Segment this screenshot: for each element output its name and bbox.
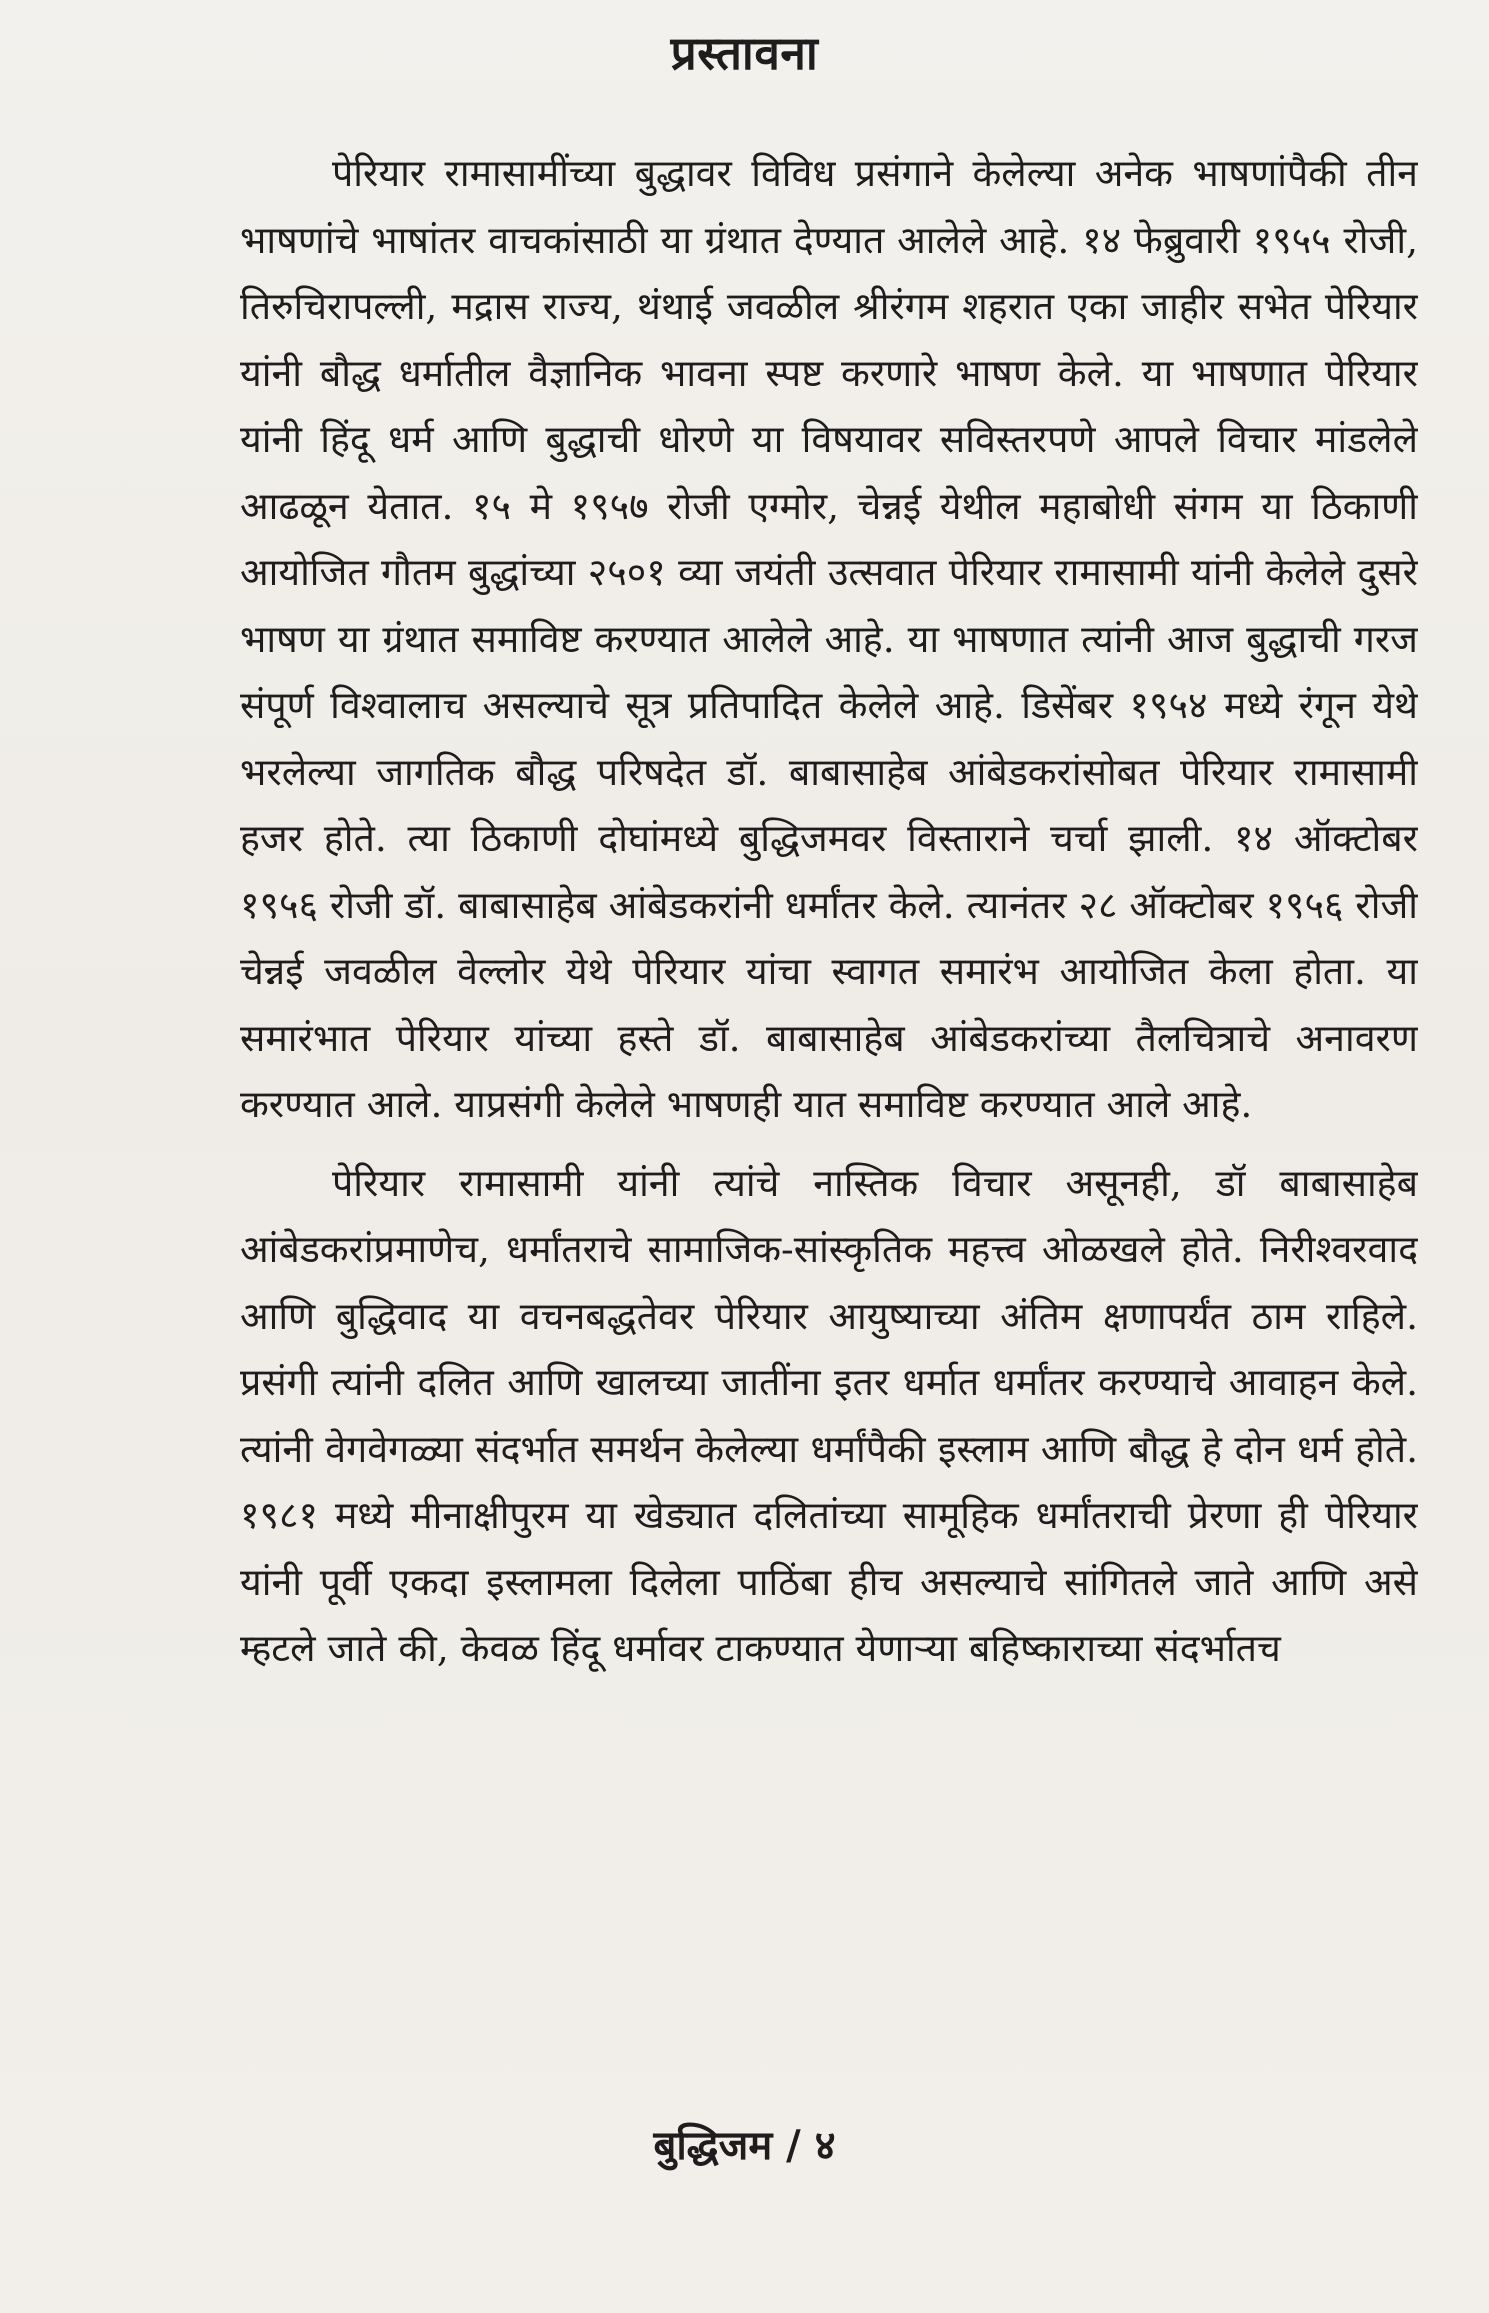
page-title: प्रस्तावना — [670, 26, 819, 80]
paragraph-2: पेरियार रामासामी यांनी त्यांचे नास्तिक विचार असूनही, डॉ बाबासाहेब आंबेडकरांप्रमाणेच, धर्मांतराचे सामाजिक-सांस्कृतिक महत्त्व ओळखले होते. निरीश्वरवाद आणि बुद्धिवाद या वचनबद्धतेवर पेरियार आयुष्याच्या अंतिम क्षणापर्यंत ठाम राहिले. प्रसंगी त्यांनी दलित आणि खालच्या जातींना इतर धर्मात धर्मांतर करण्याचे आवाहन केले. त्यांनी वेगवेगळ्या संदर्भात समर्थन केलेल्या धर्मांपैकी इस्लाम आणि बौद्ध हे दोन धर्म होते. १९८१ मध्ये मीनाक्षीपुरम या खेड्यात दलितांच्या सामूहिक धर्मांतराची प्रेरणा ही पेरियार यांनी पूर्वी एकदा इस्लामला दिलेला पाठिंबा हीच असल्याचे सांगितले जाते आणि असे म्हटले जाते की, केवळ हिंदू धर्मावर टाकण्यात येणाऱ्या बहिष्काराच्या संदर्भातच — [240, 1160, 1418, 1670]
paragraph-1: पेरियार रामासामींच्या बुद्धावर विविध प्रसंगाने केलेल्या अनेक भाषणांपैकी तीन भाषणांचे भाषांतर वाचकांसाठी या ग्रंथात देण्यात आलेले आहे. १४ फेब्रुवारी १९५५ रोजी, तिरुचिरापल्ली, मद्रास राज्य, थंथाई जवळील श्रीरंगम शहरात एका जाहीर सभेत पेरियार यांनी बौद्ध धर्मातील वैज्ञानिक भावना स्पष्ट करणारे भाषण केले. या भाषणात पेरियार यांनी हिंदू धर्म आणि बुद्धाची धोरणे या विषयावर सविस्तरपणे आपले विचार मांडलेले आढळून येतात. १५ मे १९५७ रोजी एग्मोर, चेन्नई येथील महाबोधी संगम या ठिकाणी आयोजित गौतम बुद्धांच्या २५०१ व्या जयंती उत्सवात पेरियार रामासामी यांनी केलेले दुसरे भाषण या ग्रंथात समाविष्ट करण्यात आलेले आहे. या भाषणात त्यांनी आज बुद्धाची गरज संपूर्ण विश्वालाच असल्याचे सूत्र प्रतिपादित केलेले आहे. डिसेंबर १९५४ मध्ये रंगून येथे भरलेल्या जागतिक बौद्ध परिषदेत डॉ. बाबासाहेब आंबेडकरांसोबत पेरियार रामासामी हजर होते. त्या ठिकाणी दोघांमध्ये बुद्धिजमवर विस्ताराने चर्चा झाली. १४ ऑक्टोबर १९५६ रोजी डॉ. बाबासाहेब आंबेडकरांनी धर्मांतर केले. त्यानंतर २८ ऑक्टोबर १९५६ रोजी चेन्नई जवळील वेल्लोर येथे पेरियार यांचा स्वागत समारंभ आयोजित केला होता. या समारंभात पेरियार यांच्या हस्ते डॉ. बाबासाहेब आंबेडकरांच्या तैलचित्राचे अनावरण करण्यात आले. याप्रसंगी केलेले भाषणही यात समाविष्ट करण्यात आले आहे. — [240, 151, 1418, 1126]
body-text — [240, 140, 1418, 2080]
page-footer: बुद्धिजम / ४ — [653, 2122, 836, 2169]
